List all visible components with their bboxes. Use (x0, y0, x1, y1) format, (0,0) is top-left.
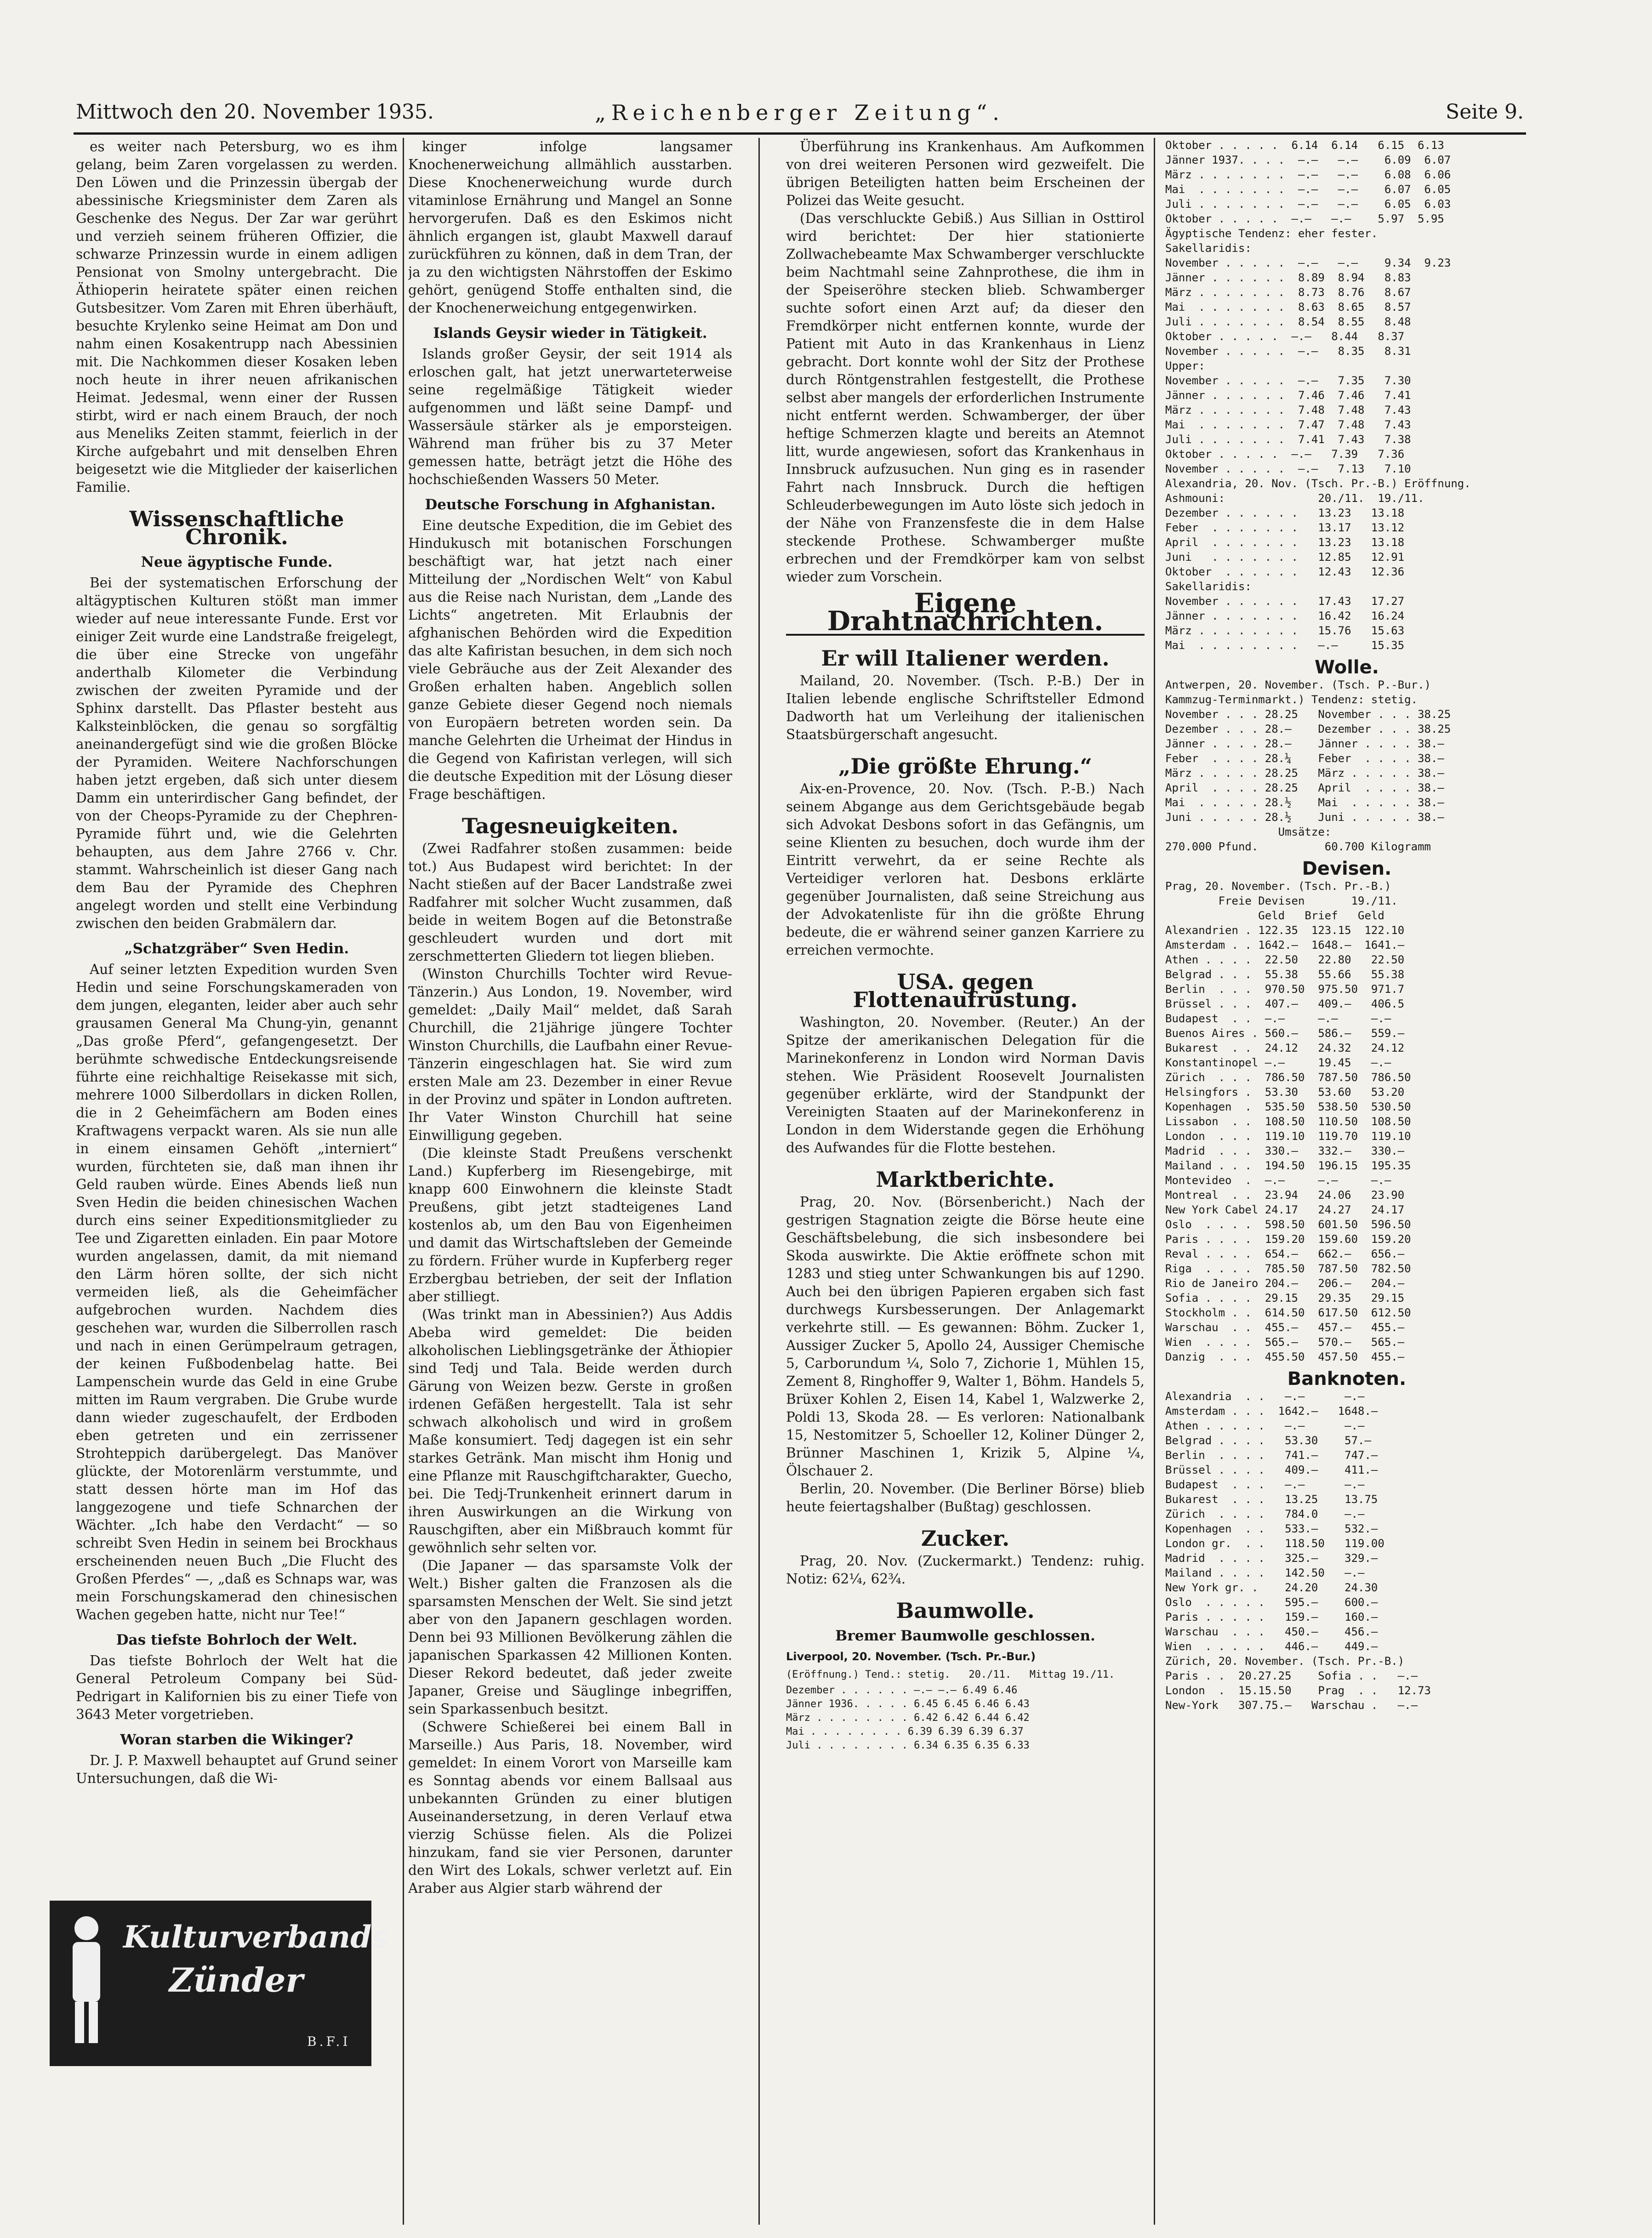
table-row: Ashmouni: 20./11. 19./11. (1165, 492, 1424, 505)
section-banner: Eigene Drahtnachrichten. (786, 594, 1145, 636)
header-page-number: Seite 9. (1446, 100, 1524, 124)
table-row: Oktober . . . . . . 12.43 12.36 (1165, 565, 1405, 578)
table-row: Montreal . . 23.94 24.06 23.90 (1165, 1189, 1405, 1202)
table-row: New York Cabel 24.17 24.27 24.17 (1165, 1203, 1405, 1216)
liverpool-table (786, 1684, 1145, 1753)
table-row: Upper: (1165, 359, 1205, 372)
table-row: Alexandrien . 122.35 123.15 122.10 (1165, 924, 1405, 937)
table-row: Geld Brief Geld (1165, 909, 1384, 922)
table-row: Zürich, 20. November. (Tsch. Pr.-B.) (1165, 1655, 1405, 1668)
table-row: New York gr. . 24.20 24.30 (1165, 1581, 1378, 1594)
table-row: Feber . . . . 28.¼ Feber . . . . 38.— (1165, 752, 1444, 765)
table-row: 270.000 Pfund. 60.700 Kilogramm (1165, 840, 1431, 853)
table-row: Alexandria . . —.— —.— (1165, 1390, 1365, 1403)
article-text: Das tiefste Bohrloch der Welt hat die General Petroleum Company bei Süd-Pedrigart in Kalifornien bis zu einer Tiefe von 3643 Meter vorgetrieben. (76, 1653, 398, 1722)
article-text: Mailand, 20. November. (Tsch. P.-B.) Der in Italien lebende englische Schriftsteller Edmond Dadworth hat um Verleihung der italienischen Staatsbürgerschaft angesucht. (786, 673, 1145, 742)
table-row: Mai . . . . . . . —.— —.— 6.07 6.05 (1165, 183, 1451, 196)
table-row: April . . . . . . . 13.23 13.18 (1165, 536, 1405, 549)
table-row: Jänner . . . . . . 8.89 8.94 8.83 (1165, 271, 1411, 284)
table-row: Oktober . . . . . 6.14 6.14 6.15 6.13 (1165, 139, 1444, 152)
article-heading: Neue ägyptische Funde. (141, 554, 333, 570)
table-row: Madrid . . . . 325.— 329.— (1165, 1552, 1378, 1565)
table-row: Budapest . . —.— —.— —.— (1165, 1012, 1391, 1025)
table-row: Juli . . . . . . . 7.41 7.43 7.38 (1165, 433, 1411, 446)
table-row: Oktober . . . . . —.— 7.39 7.36 (1165, 448, 1405, 461)
column-2 (408, 138, 732, 2225)
table-row: März . . . . . . . 8.73 8.76 8.67 (1165, 286, 1411, 299)
article-text: Auf seiner letzten Expedition wurden Sven Hedin und seine Forschungskameraden von dem jungen, eleganten, leider aber auch sehr grausamen General Ma Chung-yin, genannt „Das große Pferd“, gefangengesetzt. Der berühmte schwedische Entdeckungsreisende führte eine reichhaltige Reisekasse mit sich, mehrere 1000 Silberdollars in dicken Rollen, die in 2 Geheimfächern am Boden eines Kraftwagens verpackt waren. Als sie nun alle in einem einsamen Gehöft „interniert“ wurden, fürchteten sie, daß man ihnen ihr Geld rauben würde. Eines Abends ließ nun Sven Hedin die beiden chinesischen Wachen durch eins seiner Expeditionsmitglieder zu Tee und Zigaretten einladen. Ein paar Motore wurden angelassen, damit, da mit niemand den Lärm hören sollte, der sich nicht vermeiden ließ, als die Geheimfächer aufgebrochen wurden. Nachdem dies geschehen war, wurden die Silberrollen rasch und nach in einen Gerümpelraum getragen, der keinen Fußbodenbelag hatte. Bei Lampenschein wurde das Geld in eine Grube mitten im Raum vergraben. Die Grube wurde dann wieder zugeschaufelt, der Erdboden eben getreten und ein zerrissener Strohteppich darübergelegt. Das Manöver glückte, der Motorenlärm verstummte, und statt dessen hörte man im Hof das langgezogene und tiefe Schnarchen der Wächter. „Ich habe den Verdacht“ — so schreibt Sven Hedin in seinem bei Brockhaus erscheinenden neuen Buch „Die Flucht des Großen Pferdes“ —, „daß es Schnaps war, was mein Forschungskamerad den chinesischen Wachen gegeben hatte, nicht nur Tee!“ (76, 962, 398, 1623)
cotton-quotes-table (1165, 138, 1528, 653)
article-text: (Die Japaner — das sparsamste Volk der Welt.) Bisher galten die Franzosen als die sparsamsten Menschen der Welt. Sie sind jetzt aber von den Japanern geschlagen worden. Denn bei 93 Millionen Bevölkerung zählen die japanischen Sparkassen 42 Millionen Konten. Dieser Rekord bedeutet, daß jeder zweite Japaner, Greise und Säuglinge inbegriffen, sein Sparkassenbuch besitzt. (408, 1558, 732, 1717)
article-text: kinger infolge langsamer Knochenerweichung allmählich ausstarben. Diese Knochenerweichung wurde durch vitaminlose Ernährung und Mangel an Sonne hervorgerufen. Daß es den Eskimos nicht ähnlich ergangen ist, glaubt Maxwell darauf zurückführen zu können, daß in dem Tran, der ja zu den wichtigsten Nährstoffen der Eskimo gehört, genügend Stoffe enthalten sind, die der Knochenerweichung entgegenwirken. (408, 139, 732, 316)
ad-line-2: Zünder (169, 1960, 303, 1999)
table-row: Oslo . . . . 598.50 601.50 596.50 (1165, 1218, 1411, 1231)
table-row: Paris . . . . . 159.— 160.— (1165, 1611, 1378, 1623)
table-row: Stockholm . . 614.50 617.50 612.50 (1165, 1306, 1411, 1319)
article-text: Überführung ins Krankenhaus. Am Aufkommen von drei weiteren Personen wird gezweifelt. Die übrigen Beteiligten hatten beim Erscheinen der Polizei das Weite gesucht. (786, 139, 1145, 208)
table-row: Paris . . . . 159.20 159.60 159.20 (1165, 1233, 1411, 1246)
section-heading: Zucker. (921, 1526, 1010, 1551)
table-row: Zürich . . . 786.50 787.50 786.50 (1165, 1071, 1411, 1084)
table-row: Berlin . . . . 741.— 747.— (1165, 1449, 1378, 1462)
article-text: Berlin, 20. November. (Die Berliner Börse) blieb heute feiertagshalber (Bußtag) geschlossen. (786, 1481, 1145, 1515)
table-row: Umsätze: (1165, 826, 1332, 838)
column-divider-2 (758, 138, 760, 2225)
table-row: Amsterdam . . . 1642.— 1648.— (1165, 1405, 1378, 1418)
article-text: Islands großer Geysir, der seit 1914 als erloschen galt, hat jetzt unerwarteterweise seine regelmäßige Tätigkeit wieder aufgenommen und läßt seine Dampf- und Wassersäule stärker als je emporsteigen. Während man früher bis zu 37 Meter gemessen hatte, beträgt jetzt die Höhe des hochschießenden Wassers 50 Meter. (408, 346, 732, 487)
table-row: November . . . . . . 17.43 17.27 (1165, 595, 1405, 608)
page-header (76, 100, 1524, 129)
table-row: April . . . . 28.25 April . . . . 38.— (1165, 781, 1444, 794)
article-text: (Das verschluckte Gebiß.) Aus Sillian in Osttirol wird berichtet: Der hier stationierte Zollwachebeamte Max Schwamberger verschluckte beim Nachtmahl seine Zahnprothese, die ihm in der Speiseröhre stecken blieb. Schwamberger suchte sofort einen Arzt auf; da dieser den Fremdkörper nicht entfernen konnte, wurde der Patient mit Auto in das Krankenhaus in Lienz gebracht. Dort konnte wohl der Sitz der Prothese durch Röntgenstrahlen festgestellt, die Prothese selbst aber mangels der erforderlichen Instrumente nicht entfernt werden. Schwamberger, der über heftige Schmerzen klagte und bereits an Atemnot litt, wurde angewiesen, sofort das Krankenhaus in Innsbruck aufzusuchen. Nun ging es in rasender Fahrt nach Innsbruck. Durch die heftigen Schleuderbewegungen im Auto löste sich jedoch in der Nähe von Franzensfeste die in dem Halse steckende Prothese. Schwamberger mußte erbrechen und der Fremdkörper kam von selbst wieder zum Vorschein. (786, 211, 1145, 585)
table-row: Belgrad . . . 55.38 55.66 55.38 (1165, 968, 1405, 981)
section-heading: Baumwolle. (896, 1598, 1035, 1623)
article-heading: „Die größte Ehrung.“ (838, 754, 1092, 779)
table-row: Rio de Janeiro 204.— 206.— 204.— (1165, 1277, 1405, 1290)
article-text: Bei der systematischen Erforschung der altägyptischen Kulturen stößt man immer wieder auf neue interessante Funde. Erst vor einiger Zeit wurde eine Landstraße freigelegt, die über eine Strecke von ungefähr anderthalb Kilometer die Verbindung zwischen der zweiten Pyramide und der Sphinx darstellt. Das Pflaster besteht aus Kalksteinblöcken, die genau so sorgfältig aneinandergefügt sind wie die großen Blöcke der Pyramiden. Weitere Nachforschungen haben jetzt ergeben, daß sich unter diesem Damm ein unterirdischer Gang befindet, der von der Cheops-Pyramide zu der Chephren-Pyramide führt und, wie die Gelehrten behaupten, aus dem Jahre 2766 v. Chr. stammt. Wahrscheinlich ist dieser Gang nach dem Bau der Pyramide des Chephren angelegt worden und stellt eine Verbindung zwischen den beiden Grabmälern dar. (76, 575, 398, 931)
table-row: Montevideo . —.— —.— —.— (1165, 1174, 1391, 1187)
article-text: Prag, 20. Nov. (Börsenbericht.) Nach der gestrigen Stagnation zeigte die Börse heute eine Geschäftsbelebung, die sich insbesondere bei Skoda auswirkte. Die Aktie eröffnete schon mit 1283 und stieg unter Schwankungen bis auf 1290. Auch bei den übrigen Papieren ergaben sich fast durchwegs Kursbesserungen. Der Anlagemarkt verkehrte still. — Es gewannen: Böhm. Zucker 1, Aussiger Zucker 5, Apollo 24, Aussiger Chemische 5, Carborundum ¼, Solo 7, Zichorie 1, Mühlen 15, Zement 8, Ringhoffer 9, Walter 1, Böhm. Handels 5, Brüxer Kohlen 2, Eisen 14, Kabel 1, Walzwerke 2, Poldi 13, Skoda 28. — Es verloren: Nationalbank 15, Nestomitzer 5, Schoeller 12, Koliner Dünger 2, Brünner Maschinen 1, Krizik 5, Alpine ¼, Ölschauer 2. (786, 1194, 1145, 1479)
column-divider-1 (403, 138, 404, 2225)
advertisement (50, 1901, 389, 2066)
table-row: Juli . . . . . . . —.— —.— 6.05 6.03 (1165, 198, 1451, 211)
table-row: Alexandria, 20. Nov. (Tsch. Pr.-B.) Eröffnung. (1165, 477, 1471, 490)
table-row: Kopenhagen . 535.50 538.50 530.50 (1165, 1100, 1411, 1113)
article-text: Dr. J. P. Maxwell behauptet auf Grund seiner Untersuchungen, daß die Wi- (76, 1753, 398, 1786)
section-heading: Tagesneuigkeiten. (461, 814, 679, 838)
section-heading: Marktberichte. (876, 1167, 1055, 1192)
liverpool-head: Liverpool, 20. November. (Tsch. Pr.-Bur.) (786, 1650, 1036, 1663)
table-row: Mai . . . . . . . 8.63 8.65 8.57 (1165, 301, 1411, 313)
table-row: Zürich . . . . 784.0 —.— (1165, 1508, 1365, 1520)
table-row: Reval . . . . 654.— 662.— 656.— (1165, 1247, 1405, 1260)
table-row: Warschau . . . 450.— 456.— (1165, 1625, 1378, 1638)
table-row: New-York 307.75.— Warschau . —.— (1165, 1699, 1418, 1712)
table-row: Feber . . . . . . . 13.17 13.12 (1165, 521, 1405, 534)
article-text: Prag, 20. Nov. (Zuckermarkt.) Tendenz: ruhig. Notiz: 62¼, 62¾. (786, 1553, 1145, 1587)
table-row: Jänner . . . . . . 7.46 7.46 7.41 (1165, 389, 1411, 402)
article-text: (Winston Churchills Tochter wird Revue-Tänzerin.) Aus London, 19. November, wird gemeldet: „Daily Mail“ meldet, daß Sarah Churchill, die 21jährige jüngere Tochter Winston Churchills, die Laufbahn einer Revue-Tänzerin eingeschlagen hat. Sie wird zum ersten Male am 23. Dezember in einer Revue in der Provinz und später in London auftreten. Ihr Vater Winston Churchill hat seine Einwilligung gegeben. (408, 966, 732, 1143)
table-row: Brüssel . . . 407.— 409.— 406.5 (1165, 997, 1405, 1010)
table-row: Budapest . . . —.— —.— (1165, 1478, 1365, 1491)
table-row: Dezember . . . . . . —.— —.— 6.49 6.46 (786, 1685, 1018, 1696)
article-heading: „Schatzgräber“ Sven Hedin. (124, 940, 349, 957)
figure-illustration-icon (59, 1910, 114, 2052)
table-row: Freie Devisen 19./11. (1165, 894, 1398, 907)
table-row: Danzig . . . 455.50 457.50 455.— (1165, 1350, 1405, 1363)
table-row: Oktober . . . . . —.— 8.44 8.37 (1165, 330, 1405, 343)
ad-line-1: Kulturverbands (123, 1919, 389, 1955)
table-row: März . . . . . . . 7.48 7.48 7.43 (1165, 404, 1411, 416)
table-row: Juni . . . . . 28.½ Juni . . . . . 38.— (1165, 811, 1444, 824)
article-text: (Schwere Schießerei bei einem Ball in Marseille.) Aus Paris, 18. November, wird gemeldet: In einem Vorort von Marseille kam es Sonntag abends vor einem Ballsaal aus unbekannten Gründen zu einer blutigen Auseinandersetzung, in deren Verlauf etwa vierzig Schüsse fielen. Als die Polizei hinzukam, fand sie vier Personen, darunter den Wirt des Lokals, schwer verletzt auf. Ein Araber aus Algier starb während der (408, 1719, 732, 1896)
table-row: Mailand . . . 194.50 196.15 195.35 (1165, 1159, 1411, 1172)
table-row: Kopenhagen . . 533.— 532.— (1165, 1522, 1378, 1535)
table-row: Kammzug-Terminmarkt.) Tendenz: stetig. (1165, 693, 1418, 706)
wool-quotes-table (1165, 678, 1528, 854)
liverpool-subhead: (Eröffnung.) Tend.: stetig. 20./11. Mittag 19./11. (786, 1669, 1115, 1680)
article-heading: Das tiefste Bohrloch der Welt. (116, 1632, 358, 1648)
table-row: Riga . . . . 785.50 787.50 782.50 (1165, 1262, 1411, 1275)
table-row: Jänner 1936. . . . . 6.45 6.45 6.46 6.43 (786, 1698, 1030, 1710)
table-row: Sofia . . . . 29.15 29.35 29.15 (1165, 1292, 1405, 1304)
table-row: Wien . . . . . 446.— 449.— (1165, 1640, 1378, 1653)
table-row: Oktober . . . . . —.— —.— 5.97 5.95 (1165, 212, 1444, 225)
article-text: Aix-en-Provence, 20. Nov. (Tsch. P.-B.) Nach seinem Abgange aus dem Gerichtsgebäude begab sich Advokat Desbons sofort in das Gefängnis, um seine Klienten zu besuchen, doch wurde ihm der Eintritt verwehrt, da er seine Rechte als Verteidiger verloren hat. Desbons erklärte gegenüber Journalisten, daß seine Streichung aus der Advokatenliste für ihn die größte Ehrung bedeute, die er während seiner ganzen Karriere zu erreichen vermochte. (786, 781, 1145, 958)
article-text: Washington, 20. November. (Reuter.) An der Spitze der amerikanischen Delegation für die Marinekonferenz in London wird Norman Davis stehen. Wie Präsident Roosevelt Journalisten gegenüber erklärte, wird der Standpunkt der Vereinigten Staaten auf der Marinekonferenz in London in dem Widerstande gegen die Erhöhung des Aufwandes für die Flotte bestehen. (786, 1014, 1145, 1156)
table-row: November . . . . . —.— 8.35 8.31 (1165, 345, 1411, 358)
table-row: Mai . . . . . 28.½ Mai . . . . . 38.— (1165, 796, 1444, 809)
article-text: (Zwei Radfahrer stoßen zusammen: beide tot.) Aus Budapest wird berichtet: In der Nacht stießen auf der Bacer Landstraße zwei Radfahrer mit solcher Wucht zusammen, daß beide in weitem Bogen auf die Betonstraße geschleudert wurden und dort mit zerschmetterten Gliedern tot liegen blieben. (408, 841, 732, 964)
currency-quotes-table (1165, 879, 1528, 1364)
article-heading: Islands Geysir wieder in Tätigkeit. (433, 325, 707, 342)
table-row: Mai . . . . . . . 7.47 7.48 7.43 (1165, 418, 1411, 431)
header-date: Mittwoch den 20. November 1935. (76, 100, 434, 124)
article-heading: Deutsche Forschung in Afghanistan. (425, 496, 716, 513)
table-row: Berlin . . . 970.50 975.50 971.7 (1165, 983, 1405, 996)
table-row: November . . . . . —.— —.— 9.34 9.23 (1165, 256, 1451, 269)
column-4-market-tables (1165, 138, 1528, 2225)
table-row: Bukarest . . 24.12 24.32 24.12 (1165, 1042, 1405, 1054)
table-row: Konstantinopel —.— 19.45 —.— (1165, 1056, 1391, 1069)
table-row: Madrid . . . 330.— 332.— 330.— (1165, 1145, 1405, 1157)
table-row: Mailand . . . . 142.50 —.— (1165, 1566, 1365, 1579)
article-heading: USA. gegen Flottenaufrüstung. (853, 969, 1078, 1012)
table-row: London . . . 119.10 119.70 119.10 (1165, 1130, 1411, 1143)
section-heading: Wolle. (1315, 657, 1379, 678)
table-row: Juni . . . . . . . 12.85 12.91 (1165, 551, 1405, 564)
header-rule (74, 132, 1526, 135)
table-row: Oslo . . . . . 595.— 600.— (1165, 1596, 1378, 1609)
table-row: Prag, 20. November. (Tsch. Pr.-B.) (1165, 880, 1391, 893)
table-row: November . . . . . —.— 7.13 7.10 (1165, 462, 1411, 475)
table-row: London gr. . . 118.50 119.00 (1165, 1537, 1384, 1550)
column-3 (786, 138, 1145, 2225)
table-row: November . . . . . —.— 7.35 7.30 (1165, 374, 1411, 387)
table-row: November . . . 28.25 November . . . 38.25 (1165, 708, 1451, 721)
table-row: Wien . . . . 565.— 570.— 565.— (1165, 1336, 1405, 1349)
table-row: März . . . . . . . . 15.76 15.63 (1165, 624, 1405, 637)
table-row: Athen . . . . 22.50 22.80 22.50 (1165, 953, 1405, 966)
article-text: (Die kleinste Stadt Preußens verschenkt Land.) Kupferberg im Riesengebirge, mit knapp 600 Einwohnern die kleinste Stadt Preußens, gibt jetzt stadteigenes Land kostenlos ab, um den Bau von Eigenheimen und damit das Wirtschaftsleben der Gemeinde zu fördern. Früher wurde in Kupferberg reger Erzbergbau betrieben, der seit der Inflation aber stilliegt. (408, 1145, 732, 1304)
section-heading: Devisen. (1302, 858, 1392, 879)
table-row: Lissabon . . 108.50 110.50 108.50 (1165, 1115, 1411, 1128)
column-divider-3 (1154, 138, 1155, 2225)
table-row: März . . . . . 28.25 März . . . . . 38.— (1165, 767, 1444, 780)
article-text: es weiter nach Petersburg, wo es ihm gelang, beim Zaren vorgelassen zu werden. Den Löwen und die Prinzessin übergab der abessinische Kriegsminister dem Zaren als Geschenke des Negus. Der Zar war gerührt und verzieh seinem früheren Offizier, die schwarze Prinzessin wurde in einem adligen Pensionat von Smolny untergebracht. Die Äthioperin heiratete später einen reichen Gutsbesitzer. Vom Zaren mit Ehren überhäuft, besuchte Krylenko seine Heimat am Don und nahm einen Kosakentrupp nach Abessinien mit. Die Nachkommen dieser Kosaken leben noch heute in ihrer neuen afrikanischen Heimat. Jedesmal, wenn einer der Russen stirbt, wird er nach einem Brauch, der noch aus Meneliks Zeiten stammt, feierlich in der Kirche aufgebahrt und mit denselben Ehren beigesetzt wie die Mitglieder der kaiserlichen Familie. (76, 139, 398, 495)
table-row: Bukarest . . . 13.25 13.75 (1165, 1493, 1378, 1506)
article-text: Eine deutsche Expedition, die im Gebiet des Hindukusch mit botanischen Forschungen beschäftigt war, hat jetzt nach einer Mitteilung der „Nordischen Welt“ von Kabul aus die Reise nach Nuristan, dem „Lande des Lichts“ angetreten. Mit Erlaubnis der afghanischen Behörden wird die Expedition das alte Kafiristan besuchen, in dem sich noch viele Gebräuche aus der Zeit Alexander des Großen erhalten haben. Angeblich sollen ganze Gebiete dieser Gegend noch niemals von Europäern betreten worden sein. Da manche Gelehrten die Urheimat der Hindus in die Gegend von Kafiristan verlegen, will sich die deutsche Expedition mit der Lösung dieser Frage beschäftigen. (408, 518, 732, 802)
header-title: „Reichenberger Zeitung“. (595, 100, 1005, 125)
section-heading: Banknoten. (1287, 1368, 1407, 1389)
table-row: Buenos Aires . 560.— 586.— 559.— (1165, 1027, 1405, 1040)
article-heading: Woran starben die Wikinger? (120, 1731, 353, 1748)
table-row: Mai . . . . . . . . 6.39 6.39 6.39 6.37 (786, 1726, 1024, 1737)
table-row: London . 15.15.50 Prag . . 12.73 (1165, 1684, 1431, 1697)
table-row: Sakellaridis: (1165, 242, 1252, 255)
table-row: Juli . . . . . . . . 6.34 6.35 6.35 6.33 (786, 1740, 1030, 1751)
table-row: Paris . . 20.27.25 Sofia . . —.— (1165, 1669, 1418, 1682)
section-heading: Wissenschaftliche Chronik. (129, 507, 344, 549)
table-row: Antwerpen, 20. November. (Tsch. P.-Bur.) (1165, 678, 1431, 691)
table-row: Brüssel . . . . 409.— 411.— (1165, 1464, 1378, 1476)
table-row: März . . . . . . . —.— —.— 6.08 6.06 (1165, 168, 1451, 181)
table-row: Athen . . . . . —.— —.— (1165, 1419, 1365, 1432)
table-row: Belgrad . . . . 53.30 57.— (1165, 1434, 1371, 1447)
table-row: Helsingfors . 53.30 53.60 53.20 (1165, 1086, 1405, 1099)
table-row: Mai . . . . . . . . —.— 15.35 (1165, 639, 1405, 652)
table-row: Jänner . . . . 28.— Jänner . . . . 38.— (1165, 737, 1444, 750)
table-row: Dezember . . . 28.— Dezember . . . 38.25 (1165, 723, 1451, 735)
table-row: Warschau . . 455.— 457.— 455.— (1165, 1321, 1405, 1334)
ad-line-3: B.F.I (307, 2034, 351, 2049)
banknotes-table (1165, 1389, 1528, 1713)
table-row: Dezember . . . . . . 13.23 13.18 (1165, 507, 1405, 519)
article-text: (Was trinkt man in Abessinien?) Aus Addis Abeba wird gemeldet: Die beiden alkoholischen Lieblingsgetränke der Äthiopier sind Tedj und Tala. Beide werden durch Gärung von Weizen bezw. Gerste in großen irdenen Gefäßen hergestellt. Tala ist sehr schwach alkoholisch und wird in großem Maße konsumiert. Tedj dagegen ist ein sehr starkes Getränk. Man mischt ihm Honig und eine Pflanze mit Rauschgiftcharakter, Guecho, bei. Die Tedj-Trunkenheit erinnert darum in ihren Auswirkungen an die Wirkung von Rauschgiften, aber ein Mißbrauch kommt für gewöhnlich sehr selten vor. (408, 1307, 732, 1555)
table-row: Jänner 1937. . . . —.— —.— 6.09 6.07 (1165, 154, 1451, 166)
table-row: Juli . . . . . . . 8.54 8.55 8.48 (1165, 315, 1411, 328)
table-row: Sakellaridis: (1165, 580, 1252, 593)
article-heading: Er will Italiener werden. (821, 646, 1110, 671)
table-row: Amsterdam . . 1642.— 1648.— 1641.— (1165, 939, 1405, 951)
article-heading: Bremer Baumwolle geschlossen. (835, 1628, 1095, 1644)
table-row: März . . . . . . . . 6.42 6.42 6.44 6.42 (786, 1712, 1030, 1724)
table-row: Ägyptische Tendenz: eher fester. (1165, 227, 1378, 240)
table-row: Jänner . . . . . . . 16.42 16.24 (1165, 609, 1405, 622)
